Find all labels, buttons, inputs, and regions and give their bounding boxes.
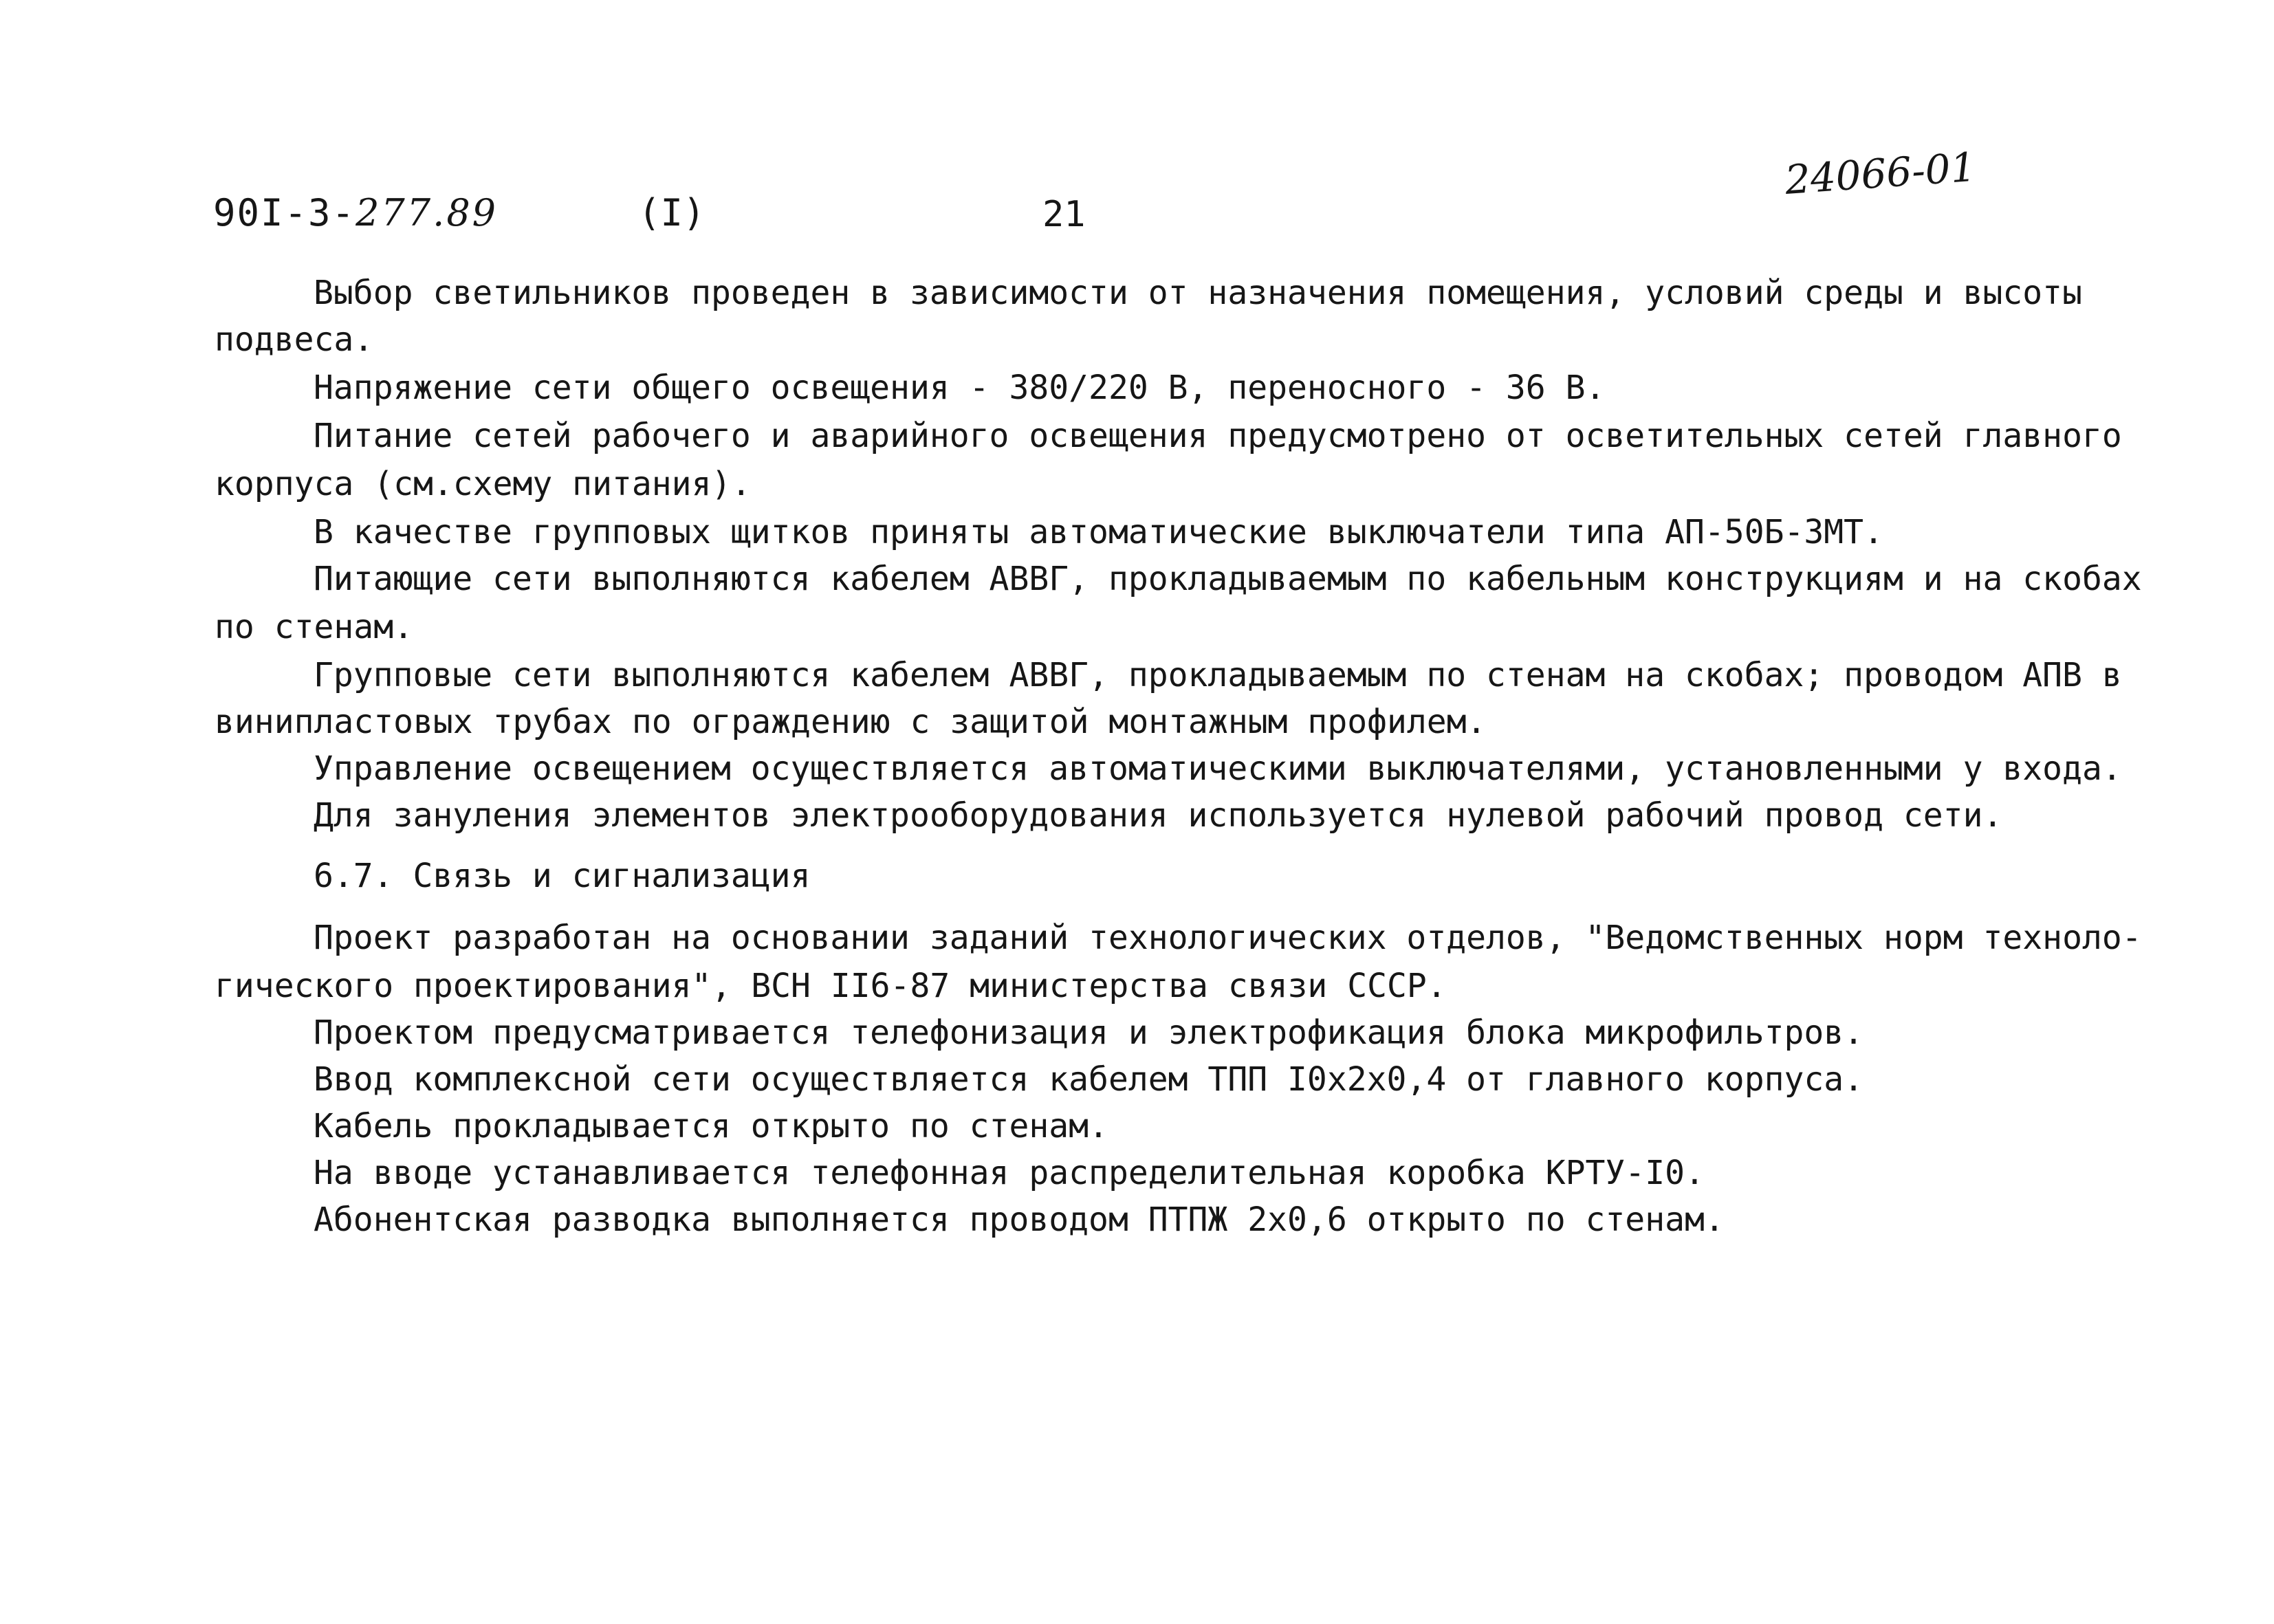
text-line: Выбор светильников проведен в зависимости от назначения помещения, условий среды и высоты	[314, 274, 2082, 312]
text-line: Проектом предусматривается телефонизация и электрофикация блока микрофильтров.	[314, 1013, 1864, 1052]
text-line: Групповые сети выполняются кабелем АВВГ, прокладываемым по стенам на скобах; проводом АПВ в	[314, 656, 2122, 694]
text-line: В качестве групповых щитков приняты автоматические выключатели типа АП-50Б-3МТ.	[314, 513, 1883, 551]
document-code-handwritten: 277.89	[356, 191, 499, 234]
text-line: Ввод комплексной сети осуществляется кабелем ТПП I0х2х0,4 от главного корпуса.	[314, 1060, 1864, 1099]
text-line: винипластовых трубах по ограждению с защитой монтажным профилем.	[215, 703, 1487, 741]
page-number: 21	[1042, 194, 1086, 235]
text-line: Кабель прокладывается открыто по стенам.	[314, 1107, 1108, 1145]
document-code	[213, 191, 498, 234]
inventory-number: 24066-01	[1783, 143, 1978, 204]
document-code-prefix: 90I-3-	[213, 191, 356, 234]
text-line: На вводе устанавливается телефонная распределительная коробка КРТУ-I0.	[314, 1154, 1705, 1192]
text-line: Для зануления элементов электрооборудования используется нулевой рабочий провод сети.	[314, 796, 2003, 835]
text-line: Питающие сети выполняются кабелем АВВГ, прокладываемым по кабельным конструкциям и на скобах	[314, 560, 2142, 598]
section-heading: 6.7. Связь и сигнализация	[314, 857, 811, 895]
text-line: подвеса.	[215, 320, 374, 359]
document-part: (I)	[638, 191, 706, 234]
text-line: Питание сетей рабочего и аварийного освещения предусмотрено от осветительных сетей главного	[314, 417, 2122, 455]
text-line: по стенам.	[215, 608, 413, 646]
text-line: Абонентская разводка выполняется проводом ПТПЖ 2х0,6 открыто по стенам.	[314, 1200, 1725, 1239]
text-line: корпуса (см.схему питания).	[215, 465, 752, 503]
text-line: Напряжение сети общего освещения - 380/220 В, переносного - 36 В.	[314, 369, 1606, 407]
text-line: Управление освещением осуществляется автоматическими выключателями, установленными у входа.	[314, 749, 2122, 788]
text-line: гического проектирования", ВСН II6-87 министерства связи СССР.	[215, 967, 1447, 1005]
text-line: Проект разработан на основании заданий технологических отделов, "Ведомственных норм техноло-	[314, 919, 2142, 957]
